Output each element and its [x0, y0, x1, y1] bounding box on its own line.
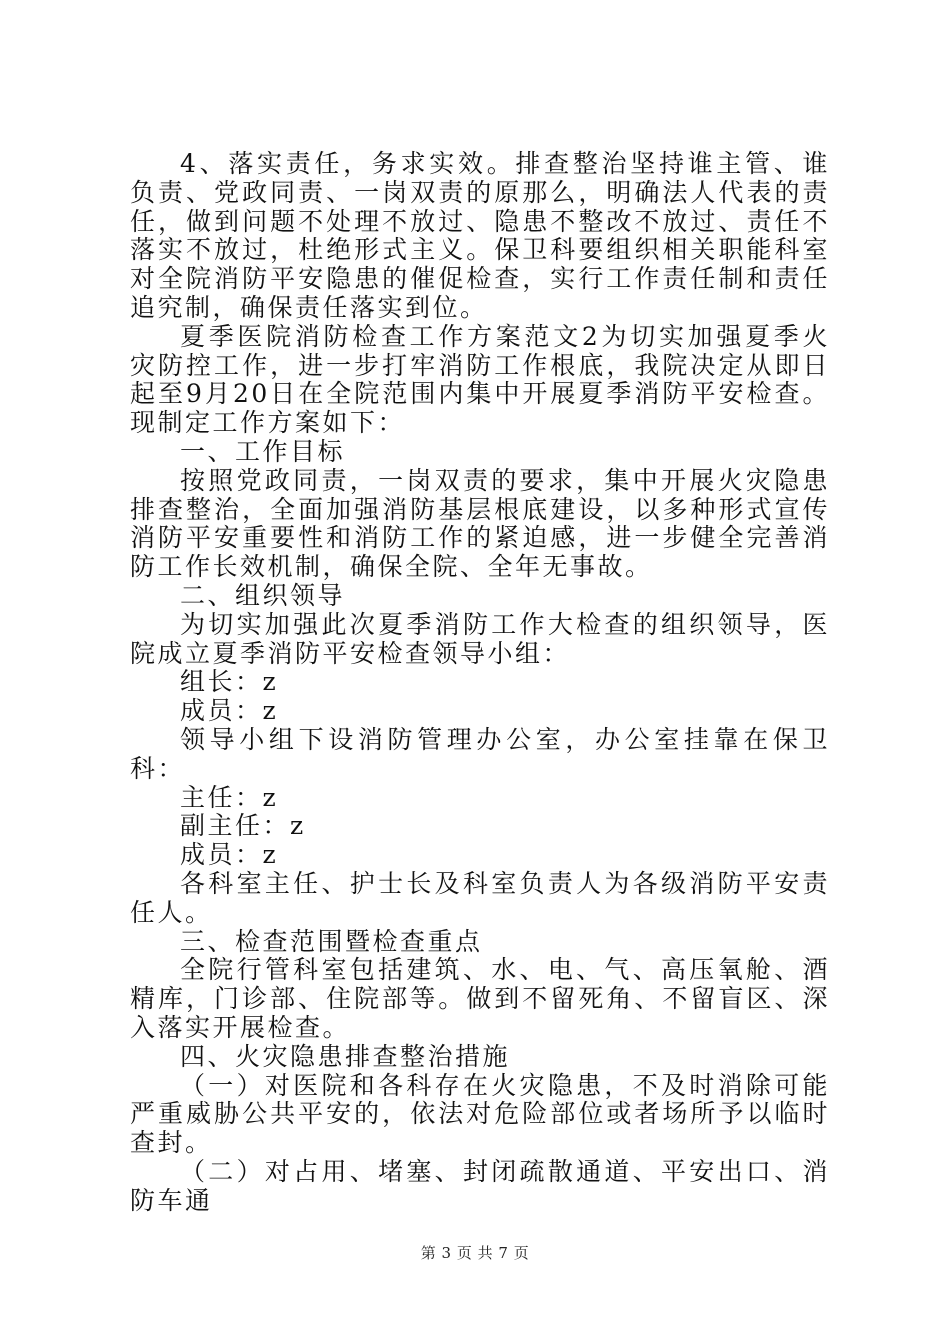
list-item: 主任：z: [180, 782, 279, 812]
section-heading: 三、检查范围暨检查重点: [180, 926, 483, 956]
list-item: 成员：z: [180, 696, 279, 726]
page-number-footer: 第 3 页 共 7 页: [420, 1244, 530, 1262]
paragraph: 全院行管科室包括建筑、水、电、气、高压氧舱、酒精库，门诊部、住院部等。做到不留死角、不留盲区、深入落实开展检查。: [130, 955, 830, 1042]
paragraph: 夏季医院消防检查工作方案范文2为切实加强夏季火灾防控工作，进一步打牢消防工作根底，我院决定从即日起至9月20日在全院范围内集中开展夏季消防平安检查。现制定工作方案如下：: [130, 321, 830, 438]
list-item: 成员：z: [180, 840, 279, 870]
paragraph: 领导小组下设消防管理办公室，办公室挂靠在保卫科：: [130, 724, 830, 783]
section-heading: 四、火灾隐患排查整治措施: [180, 1041, 511, 1071]
section-heading: 二、组织领导: [180, 580, 346, 610]
paragraph: （二）对占用、堵塞、封闭疏散通道、平安出口、消防车通: [130, 1156, 830, 1215]
list-item: 副主任：z: [180, 811, 306, 841]
paragraph: （一）对医院和各科存在火灾隐患，不及时消除可能严重威胁公共平安的，依法对危险部位或者场所予以临时查封。: [130, 1070, 830, 1158]
paragraph: 4、落实责任，务求实效。排查整治坚持谁主管、谁负责、党政同责、一岗双责的原那么，明确法人代表的责任，做到问题不处理不放过、隐患不整改不放过、责任不落实不放过，杜绝形式主义。保卫科要组织相关职能科室对全院消防平安隐患的催促检查，实行工作责任制和责任追究制，确保责任落实到位。: [130, 149, 830, 322]
paragraph: 按照党政同责，一岗双责的要求，集中开展火灾隐患排查整治，全面加强消防基层根底建设，以多种形式宣传消防平安重要性和消防工作的紧迫感，进一步健全完善消防工作长效机制，确保全院、全年无事故。: [130, 465, 830, 582]
paragraph: 各科室主任、护士长及科室负责人为各级消防平安责任人。: [130, 868, 830, 927]
list-item: 组长：z: [180, 667, 279, 697]
paragraph: 为切实加强此次夏季消防工作大检查的组织领导，医院成立夏季消防平安检查领导小组：: [130, 609, 830, 668]
section-heading: 一、工作目标: [180, 436, 346, 466]
document-body: [130, 150, 830, 1215]
